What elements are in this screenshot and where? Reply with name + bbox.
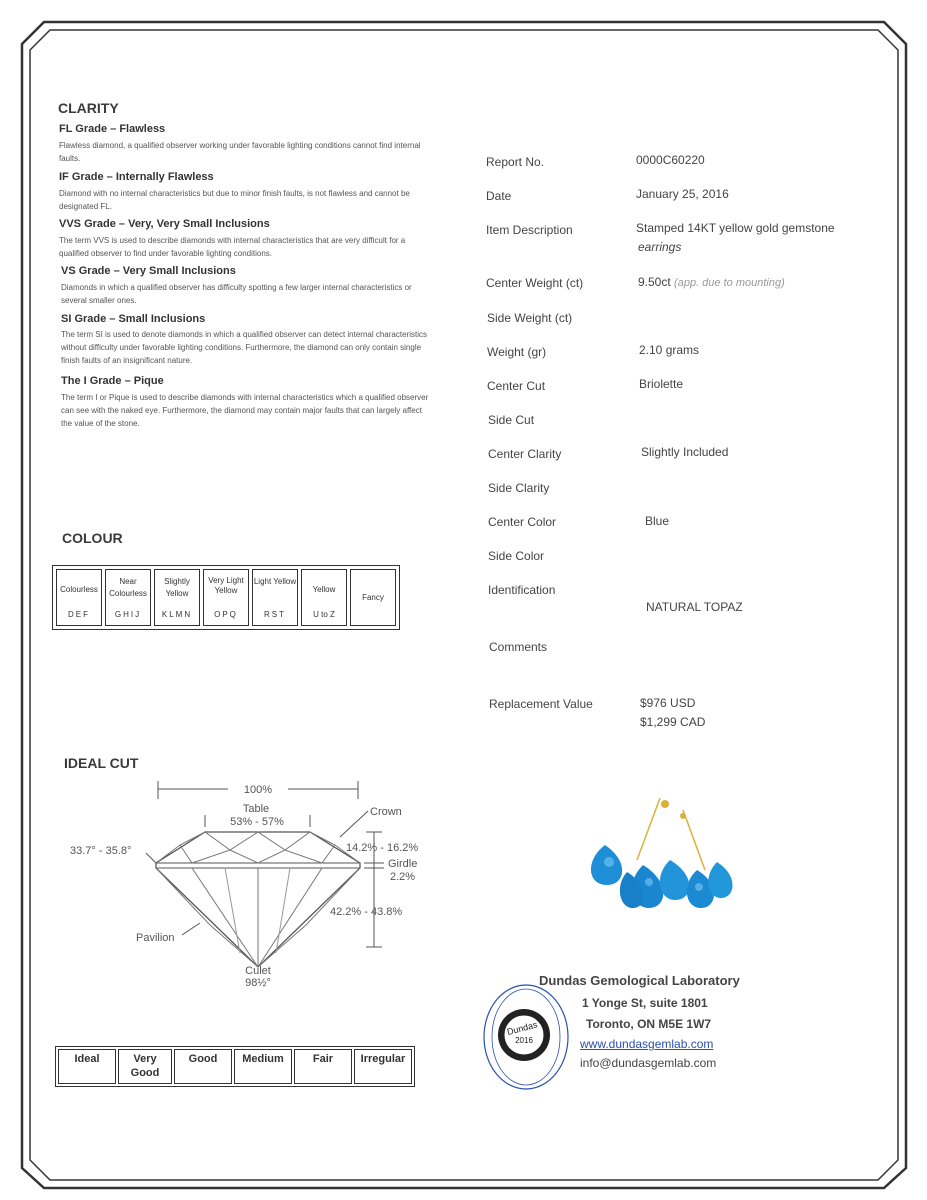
earring-photo: [575, 790, 755, 930]
clarity-heading: CLARITY: [58, 100, 119, 116]
item-description-value: Stamped 14KT yellow gold gemstone: [636, 221, 835, 235]
crown-angle-label: 33.7° - 35.8°: [70, 845, 132, 857]
replacement-value-usd: $976 USD: [640, 696, 696, 710]
grade-if-title: IF Grade – Internally Flawless: [59, 171, 214, 183]
item-description-label: Item Description: [486, 223, 573, 237]
center-clarity-label: Center Clarity: [488, 447, 562, 461]
colour-scale-table: [52, 565, 400, 630]
grade-vvs-desc: The term VVS is used to describe diamonds with internal characteristics that are very difficult for a qualified observer to find under favorable lighting conditions.: [59, 236, 406, 258]
side-clarity-label: Side Clarity: [488, 481, 550, 495]
cut-grade-cell: Fair: [294, 1049, 352, 1084]
crown-height-label: 14.2% - 16.2%: [346, 842, 419, 854]
diamond-diagram: [60, 775, 440, 990]
grade-i-title: The I Grade – Pique: [61, 375, 164, 387]
grade-fl-title: FL Grade – Flawless: [59, 123, 166, 135]
lab-name: Dundas Gemological Laboratory: [539, 973, 740, 988]
girdle-label: Girdle: [388, 858, 418, 870]
pavilion-depth-label: 42.2% - 43.8%: [330, 906, 403, 918]
center-weight-note: (app. due to mounting): [674, 277, 785, 289]
ideal-cut-heading: IDEAL CUT: [64, 755, 139, 771]
date-label: Date: [486, 189, 512, 203]
lab-seal: [470, 975, 590, 1095]
width-pct-label: 100%: [243, 784, 273, 796]
cut-grade-table: [55, 1046, 415, 1087]
weight-gr-value: 2.10 grams: [639, 343, 700, 357]
center-clarity-value: Slightly Included: [641, 445, 729, 459]
center-color-value: Blue: [645, 514, 670, 528]
grade-vs-title: VS Grade – Very Small Inclusions: [61, 265, 236, 277]
lab-address-2: Toronto, ON M5E 1W7: [586, 1017, 712, 1031]
lab-email[interactable]: info@dundasgemlab.com: [580, 1056, 717, 1070]
pavilion-label: Pavilion: [136, 932, 175, 944]
colour-cell: Near Colourless GHIJ: [105, 569, 151, 626]
grade-if-desc: Diamond with no internal characteristics but due to minor finish faults, is not flawless and cannot be designated FL.: [59, 189, 410, 211]
table-pct-label: 53% - 57%: [230, 816, 284, 828]
table-label: Table: [242, 803, 270, 815]
center-cut-value: Briolette: [639, 377, 684, 391]
grade-si-title: SI Grade – Small Inclusions: [61, 313, 206, 325]
svg-text:Dundas: Dundas: [505, 1019, 539, 1038]
center-color-label: Center Color: [488, 515, 557, 529]
replacement-value-label: Replacement Value: [489, 697, 593, 711]
colour-cell: Slightly Yellow KLMN: [154, 569, 200, 626]
grade-vvs-title: VVS Grade – Very, Very Small Inclusions: [59, 218, 270, 230]
cut-grade-cell: Good: [174, 1049, 232, 1084]
side-color-label: Side Color: [488, 549, 545, 563]
weight-gr-label: Weight (gr): [487, 345, 547, 359]
colour-heading: COLOUR: [62, 530, 123, 546]
crown-label: Crown: [370, 806, 402, 818]
grade-vs-desc: Diamonds in which a qualified observer has difficulty spotting a few larger internal characteristics or several smaller ones.: [61, 283, 412, 305]
culet-value: 98½°: [245, 977, 271, 989]
colour-cell: Light Yellow RST: [252, 569, 298, 626]
culet-label: Culet: [245, 965, 271, 977]
cut-grade-cell: Very Good: [118, 1049, 172, 1084]
report-no-label: Report No.: [486, 155, 545, 169]
item-description-value-2: earrings: [638, 240, 682, 254]
center-weight-label: Center Weight (ct): [486, 276, 584, 290]
lab-address-1: 1 Yonge St, suite 1801: [582, 996, 708, 1010]
comments-label: Comments: [489, 640, 548, 654]
report-no-value: 0000C60220: [636, 153, 705, 167]
grade-fl-desc: Flawless diamond, a qualified observer working under favorable lighting conditions cannot find internal faults.: [59, 141, 421, 163]
cut-grade-cell: Ideal: [58, 1049, 116, 1084]
girdle-pct-label: 2.2%: [390, 871, 416, 883]
date-value: January 25, 2016: [636, 187, 729, 201]
svg-text:2016: 2016: [515, 1036, 533, 1045]
identification-label: Identification: [488, 583, 556, 597]
grade-i-desc: The term I or Pique is used to describe diamonds with internal characteristics which a qualified observer can see with the naked eye. Furthermore, the diamond may contain major faults that can largely affect the value of the stone.: [61, 393, 429, 428]
replacement-value-cad: $1,299 CAD: [640, 715, 706, 729]
grade-si-desc: The term SI is used to denote diamonds in which a qualified observer can detect internal characteristics without difficulty under favorable lighting conditions. Furthermore, the diamond can only contain single finish faults of an insignificant nature.: [61, 330, 427, 365]
cut-grade-cell: Medium: [234, 1049, 292, 1084]
colour-cell: Fancy: [350, 569, 396, 626]
center-weight-value: 9.50ct (app. due to mounting): [638, 275, 785, 289]
cut-grade-cell: Irregular: [354, 1049, 412, 1084]
colour-cell: Very Light Yellow OPQ: [203, 569, 249, 626]
colour-cell: Yellow U to Z: [301, 569, 347, 626]
identification-value: NATURAL TOPAZ: [646, 600, 743, 614]
lab-website-link[interactable]: www.dundasgemlab.com: [580, 1037, 714, 1051]
colour-cell: Colourless DEF: [56, 569, 102, 626]
center-cut-label: Center Cut: [487, 379, 546, 393]
side-cut-label: Side Cut: [488, 413, 535, 427]
side-weight-label: Side Weight (ct): [487, 311, 573, 325]
